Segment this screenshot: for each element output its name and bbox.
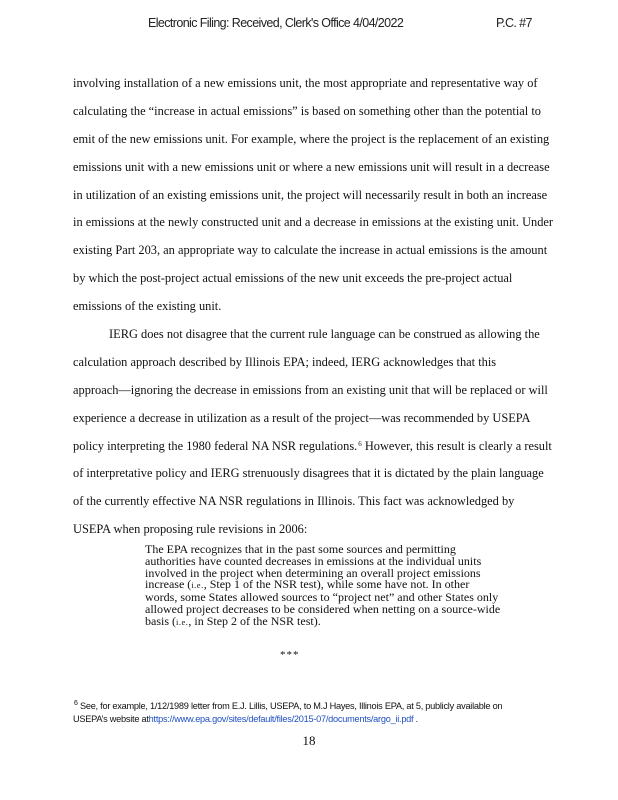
text-line: of the currently effective NA NSR regulations in Illinois. This fact was acknowledged by [73, 494, 515, 509]
block-quote [145, 544, 515, 629]
footnote-link[interactable]: https://www.epa.gov/sites/default/files/2015-07/documents/argo_ii.pdf [148, 713, 414, 724]
paragraph-2 [73, 321, 551, 544]
text-segment: , in Step 2 of the NSR test). [188, 613, 321, 628]
quote-line: allowed project decreases to be considered when netting on a source-wide [145, 601, 501, 616]
text-line: USEPA when proposing rule revisions in 2006: [73, 522, 308, 537]
text-line: in utilization of an existing emissions unit, the project will necessarily result in both an increase [73, 187, 548, 202]
text-line: by which the post-project actual emissions of the new unit exceeds the pre-project actual [73, 271, 513, 286]
text-segment: USEPA’s website at [73, 713, 149, 724]
footnote-number: 6 [74, 700, 78, 707]
text-segment: However, this result is clearly a result [361, 438, 552, 453]
ie-abbreviation: i.e. [191, 580, 204, 591]
text-segment: basis ( [145, 613, 176, 628]
quote-line: authorities have counted decreases in emissions at the individual units [145, 553, 482, 568]
text-segment: . [413, 713, 418, 724]
text-line [73, 433, 551, 461]
text-segment: increase ( [145, 577, 192, 592]
ie-abbreviation: i.e. [176, 616, 189, 627]
text-line: of interpretative policy and IERG strenuously disagrees that it is dictated by the plain language [73, 466, 544, 481]
text-line: in emissions at the newly constructed unit and a decrease in emissions at the existing unit. Under [73, 215, 554, 230]
ellipsis-stars: *** [280, 649, 300, 661]
text-line: involving installation of a new emissions unit, the most appropriate and representative way of [73, 76, 538, 90]
text-line: experience a decrease in utilization as a result of the project—was recommended by USEPA [73, 410, 531, 425]
filing-stamp: Electronic Filing: Received, Clerk's Office 4/04/2022 [148, 16, 404, 30]
quote-line: words, some States allowed sources to “project net” and other States only [145, 590, 499, 605]
text-segment: See, for example, 1/12/1989 letter from E.J. Lillis, USEPA, to M.J Hayes, Illinois EPA, at 5, publicly available on [77, 701, 503, 711]
text-line: emissions unit with a new emissions unit or where a new emissions unit will result in a decrease [73, 159, 550, 174]
paragraph-1 [73, 70, 554, 321]
quote-line: involved in the project when determining an overall project emissions [145, 565, 481, 580]
footnote-line [73, 713, 553, 726]
footnote-line [73, 700, 553, 713]
footnote-reference[interactable]: 6 [358, 439, 362, 448]
page-number: 18 [302, 733, 316, 748]
text-segment: policy interpreting the 1980 federal NA NSR regulations. [73, 438, 358, 453]
public-comment-number: P.C. #7 [496, 16, 532, 30]
text-line: IERG does not disagree that the current rule language can be construed as allowing the [109, 327, 540, 342]
quote-line [145, 613, 515, 629]
text-line: calculating the “increase in actual emissions” is based on something other than the potential to [73, 103, 541, 118]
quote-line: The EPA recognizes that in the past some sources and permitting [145, 542, 456, 556]
body-text [73, 70, 554, 544]
footnote [73, 700, 553, 725]
filing-header [0, 16, 618, 36]
text-line: calculation approach described by Illinois EPA; indeed, IERG acknowledges that this [73, 354, 497, 369]
text-segment: , Step 1 of the NSR test), while some have not. In other [203, 577, 470, 592]
text-line: emit of the new emissions unit. For example, where the project is the replacement of an existing [73, 131, 550, 146]
text-line: emissions of the existing unit. [73, 299, 222, 314]
text-line: existing Part 203, an appropriate way to calculate the increase in actual emissions is the amount [73, 243, 548, 258]
text-line: approach—ignoring the decrease in emissions from an existing unit that will be replaced or will [73, 382, 548, 397]
